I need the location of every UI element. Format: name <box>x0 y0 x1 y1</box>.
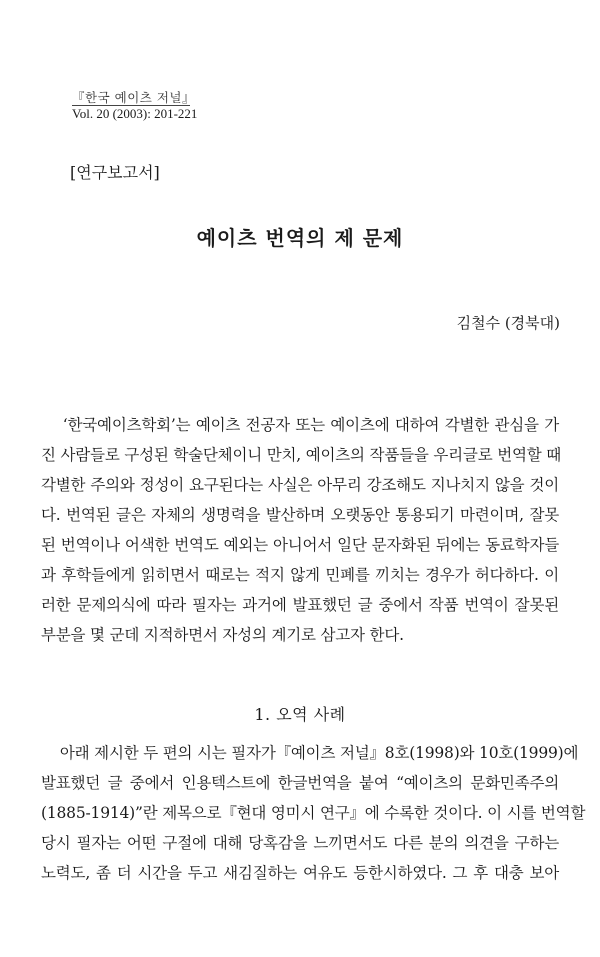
paragraph-line: 러한 문제의식에 따라 필자는 과거에 발표했던 글 중에서 작품 번역이 잘못된 <box>41 596 559 614</box>
paragraph-line: 각별한 주의와 정성이 요구된다는 사실은 아무리 강조해도 지나치지 않을 것이 <box>41 476 560 494</box>
paragraph-line: 발표했던 글 중에서 인용텍스트에 한글번역을 붙여 “예이츠의 문화민족주의 <box>41 774 559 792</box>
paragraph-line: 아래 제시한 두 편의 시는 필자가『예이츠 저널』8호(1998)와 10호(1999)에 <box>41 744 579 762</box>
journal-name: 『한국 예이츠 저널』 <box>72 90 195 105</box>
paragraph-line: 된 번역이나 어색한 번역도 예외는 아니어서 일단 문자화된 뒤에는 동료학자들 <box>41 536 560 554</box>
paragraph-line: ‘한국예이츠학회’는 예이츠 전공자 또는 예이츠에 대하여 각별한 관심을 가 <box>41 416 559 434</box>
article-category: [연구보고서] <box>70 163 160 182</box>
article-author: 김철수 (경북대) <box>456 314 560 332</box>
paragraph-line: 과 후학들에게 읽히면서 때로는 적지 않게 민폐를 끼치는 경우가 허다하다. 이 <box>41 566 559 584</box>
journal-volume: Vol. 20 (2003): 201-221 <box>72 106 198 121</box>
article-title: 예이츠 번역의 제 문제 <box>196 226 404 250</box>
paragraph-line: 당시 필자는 어떤 구절에 대해 당혹감을 느끼면서도 다른 분의 의견을 구하는 <box>41 834 559 852</box>
paragraph-line: 진 사람들로 구성된 학술단체이니 만치, 예이츠의 작품들을 우리글로 번역할 때 <box>41 446 562 464</box>
paragraph-line: 노력도, 좀 더 시간을 두고 새김질하는 여유도 등한시하였다. 그 후 대충 보아 <box>41 864 559 882</box>
paragraph-line: 다. 번역된 글은 자체의 생명력을 발산하며 오랫동안 통용되기 마련이며, 잘못 <box>41 506 559 524</box>
intro-paragraph <box>41 410 562 650</box>
section-paragraph <box>41 738 586 888</box>
journal-header <box>72 90 197 121</box>
paragraph-line: (1885-1914)”란 제목으로『현대 영미시 연구』에 수록한 것이다. 이 시를 번역할 <box>41 804 586 822</box>
paragraph-line: 부분을 몇 군데 지적하면서 자성의 계기로 삼고자 한다. <box>41 626 404 644</box>
section-heading: 1. 오역 사례 <box>254 705 346 724</box>
